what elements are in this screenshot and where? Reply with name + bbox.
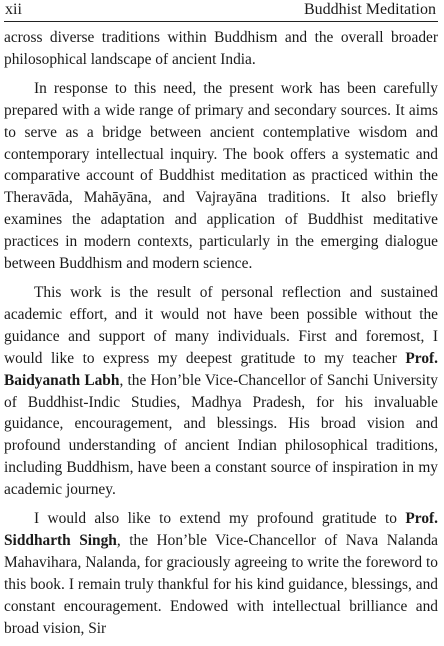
- running-title: Buddhist Meditation: [304, 1, 436, 18]
- paragraph-acknowledgement-singh: [4, 508, 438, 639]
- paragraph-text-after: , the Hon’ble Vice-Chancellor of Nava Nalanda Mahavihara, Nalanda, for graciously agreeing to write the foreword to this book. I remain truly thankful for his kind guidance, blessings, and constant encouragement. Endowed with intellectual brilliance and broad vision, Sir: [4, 531, 438, 637]
- paragraph-text-after: , the Hon’ble Vice-Chancellor of Sanchi University of Buddhist-Indic Studies, Madhya Pradesh, for his invaluable guidance, encouragement, and blessings. His broad vision and profound understanding of ancient Indian philosophical traditions, including Buddhism, have been a constant source of inspiration in my academic journey.: [4, 371, 438, 499]
- header-rule: [4, 21, 438, 22]
- name-prof-siddharth-singh: Prof. Siddharth Singh: [4, 510, 438, 549]
- paragraph-text-before: This work is the result of personal reflection and sustained academic effort, and it would not have been possible without the guidance and support of many individuals. First and foremost, I would like to express my deepest gratitude to my teacher: [4, 283, 438, 367]
- paragraph-research-aim: In response to this need, the present work has been carefully prepared with a wide range of primary and secondary sources. It aims to serve as a bridge between ancient contemplative wisdom and contemporary intellectual inquiry. The book offers a systematic and comparative account of Buddhist meditation as practiced within the Theravāda, Mahāyāna, and Vajrayāna traditions. It also briefly examines the adaptation and application of Buddhist meditative practices in modern contexts, particularly in the emerging dialogue between Buddhism and modern science.: [4, 79, 438, 273]
- paragraph-text-before: I would also like to extend my profound gratitude to: [34, 510, 406, 528]
- paragraph-continuation: across diverse traditions within Buddhism and the overall broader philosophical landscape of ancient India.: [4, 29, 438, 68]
- body-text: [4, 27, 438, 646]
- name-prof-baidyanath-labh: Prof. Baidyanath Labh: [4, 349, 438, 389]
- running-head: [5, 1, 436, 21]
- paragraph-acknowledgement-labh: [4, 282, 438, 501]
- page-number: xii: [5, 1, 22, 18]
